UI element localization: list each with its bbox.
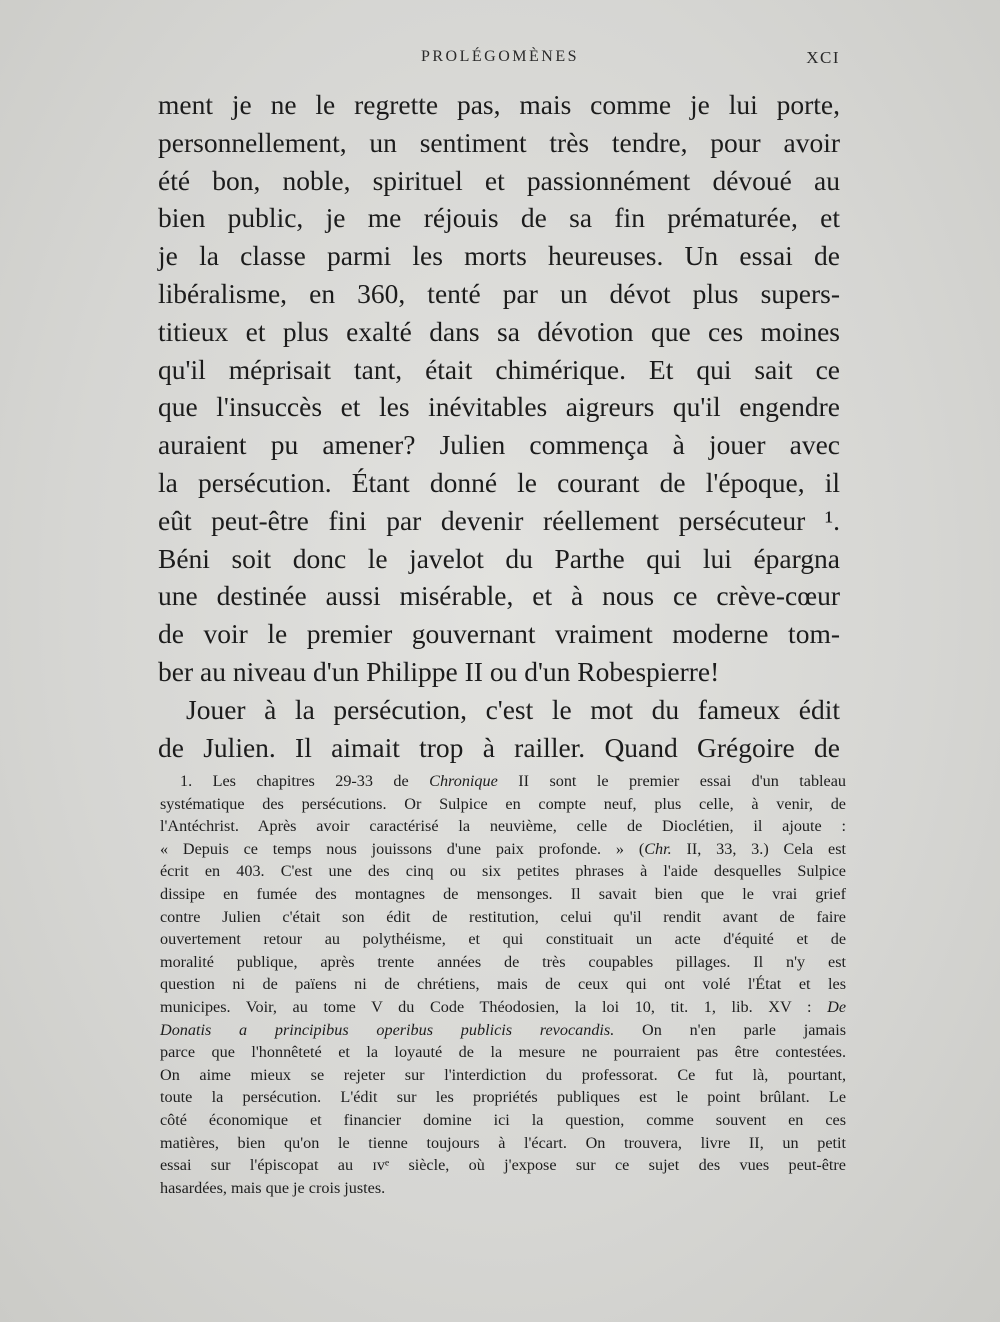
footnote-line: hasardées, mais que je crois justes. <box>160 1178 386 1197</box>
footnote-line: écrit en 403. C'est une des cinq ou six petites phrases à l'aide desquelles Sulpice <box>160 862 846 881</box>
footnote-line: Donatis a principibus operibus publicis revocandis. On n'en parle jamais <box>160 1020 846 1039</box>
text-line: une destinée aussi misérable, et à nous ce crève-cœur <box>158 580 840 612</box>
text-line: libéralisme, en 360, tenté par un dévot plus supers- <box>158 277 840 309</box>
text-line: ber au niveau d'un Philippe II ou d'un Robespierre! <box>158 655 720 687</box>
text-line: été bon, noble, spirituel et passionnément dévoué au <box>158 164 840 196</box>
footnote-line: toute la persécution. L'édit sur les propriétés publiques est le point brûlant. Le <box>160 1088 846 1107</box>
footnote-line: On aime mieux se rejeter sur l'interdiction du professorat. Ce fut là, pourtant, <box>160 1065 846 1084</box>
text-line: bien public, je me réjouis de sa fin prématurée, et <box>158 202 840 234</box>
text-line: auraient pu amener? Julien commença à jouer avec <box>158 429 840 461</box>
text-line: titieux et plus exalté dans sa dévotion que ces moines <box>158 315 840 347</box>
text-line: personnellement, un sentiment très tendre, pour avoir <box>158 126 840 158</box>
footnote-line: l'Antéchrist. Après avoir caractérisé la neuvième, celle de Dioclétien, il ajoute : <box>160 817 846 836</box>
running-head <box>160 48 840 72</box>
footnote-line: ouvertement retour au polythéisme, et qui constituait un acte d'équité et de <box>160 930 846 949</box>
text-line: qu'il méprisait tant, était chimérique. Et qui sait ce <box>158 353 840 385</box>
footnote-line: dissipe en fumée des montagnes de mensonges. Il savait bien que le vrai grief <box>160 884 846 903</box>
body-text <box>158 86 840 766</box>
footnote-line: moralité publique, après trente années de très coupables pillages. Il n'y est <box>160 952 846 971</box>
footnote-line: matières, bien qu'on le tienne toujours à l'écart. On trouvera, livre II, un petit <box>160 1133 846 1152</box>
footnote-line: parce que l'honnêteté et la loyauté de la mesure ne pourraient pas être contestées. <box>160 1043 846 1062</box>
footnote-line: systématique des persécutions. Or Sulpice en compte neuf, plus celle, à venir, de <box>160 794 846 813</box>
running-head-title: PROLÉGOMÈNES <box>420 48 579 65</box>
text-line: de Julien. Il aimait trop à railler. Quand Grégoire de <box>158 731 840 763</box>
footnote-line: 1. Les chapitres 29-33 de Chronique II sont le premier essai d'un tableau <box>180 772 846 790</box>
footnote-block <box>160 770 846 1199</box>
footnote-line: contre Julien c'était son édit de restitution, celui qu'il rendit avant de faire <box>160 907 846 926</box>
text-line: eût peut-être fini par devenir réellement persécuteur ¹. <box>158 504 840 536</box>
text-line: de voir le premier gouvernant vraiment moderne tom- <box>158 618 840 650</box>
text-line: Béni soit donc le javelot du Parthe qui lui épargna <box>158 542 840 574</box>
text-line: Jouer à la persécution, c'est le mot du fameux édit <box>186 693 840 725</box>
page-number: XCI <box>806 48 840 67</box>
text-line: la persécution. Étant donné le courant de l'époque, il <box>158 466 840 498</box>
text-line: que l'insuccès et les inévitables aigreurs qu'il engendre <box>158 391 840 423</box>
footnote-line: question ni de païens ni de chrétiens, mais de ceux qui ont volé l'État et les <box>160 975 846 994</box>
text-line: ment je ne le regrette pas, mais comme je lui porte, <box>158 89 840 120</box>
footnote-line: « Depuis ce temps nous jouissons d'une paix profonde. » (Chr. II, 33, 3.) Cela est <box>160 839 846 858</box>
footnote-line: municipes. Voir, au tome V du Code Théodosien, la loi 10, tit. 1, lib. XV : De <box>160 997 846 1016</box>
footnote-line: essai sur l'épiscopat au ɪᴠᵉ siècle, où j'expose sur ce sujet des vues peut-être <box>160 1156 846 1175</box>
text-line: je la classe parmi les morts heureuses. Un essai de <box>158 240 840 272</box>
footnote-line: côté économique et financier domine ici la question, comme souvent en ces <box>160 1110 846 1129</box>
